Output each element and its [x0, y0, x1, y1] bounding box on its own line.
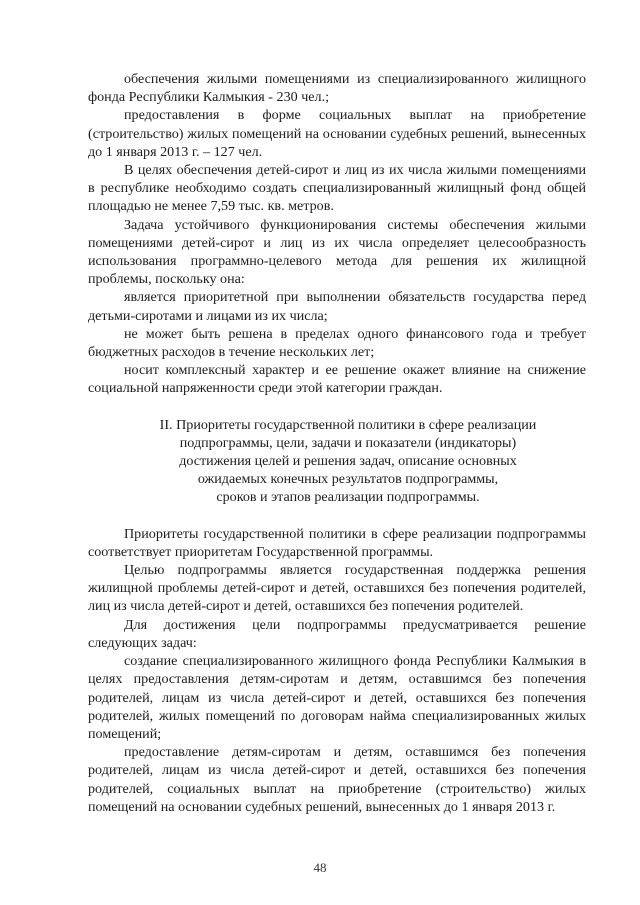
- paragraph-priorities: Приоритеты государственной политики в сфере реализации подпрограммы соответствует приоритетам Государственной программы.: [88, 525, 586, 560]
- page-number: 48: [313, 860, 327, 875]
- paragraph-goal: Целью подпрограммы является государственная поддержка решения жилищной проблемы детей-сирот и детей, оставшихся без попечения родителей, лиц из числа детей-сирот и детей, оставшихся без попечения родителей.: [88, 562, 586, 615]
- document-page: [88, 70, 586, 816]
- section-heading-line: подпрограммы, цели, задачи и показатели (индикаторы): [179, 434, 517, 451]
- section-heading-line: ожидаемых конечных результатов подпрограммы,: [197, 471, 499, 488]
- paragraph-complex-item: носит комплексный характер и ее решение окажет влияние на снижение социальной напряженности среди этой категории граждан.: [88, 362, 586, 397]
- paragraph-program-method: Задача устойчивого функционирования системы обеспечения жилыми помещениями детей-сирот и лиц из их числа определяет целесообразность использования программно-целевого метода для решения их жилищной проблемы, поскольку она:: [88, 216, 586, 288]
- paragraph-multi-year-item: не может быть решена в пределах одного финансового года и требует бюджетных расходов в течение нескольких лет;: [88, 325, 586, 361]
- paragraph-housing-fund-area: В целях обеспечения детей-сирот и лиц из их числа жилыми помещениями в республике необходимо создать специализированный жилищный фонд общей площадью не менее 7,59 тыс. кв. метров.: [88, 162, 586, 215]
- paragraph-social-payments: предоставления в форме социальных выплат на приобретение (строительство) жилых помещений на основании судебных решений, вынесенных до 1 января 2013 г. – 127 чел.: [88, 107, 586, 160]
- paragraph-tasks-intro: Для достижения цели подпрограммы предусматривается решение следующих задач:: [88, 616, 586, 651]
- paragraph-priority-item: является приоритетной при выполнении обязательств государства перед детьми-сиротами и лицами из их числа;: [88, 289, 586, 324]
- section-heading-line: достижения целей и решения задач, описание основных: [179, 453, 517, 470]
- paragraph-housing-provision: обеспечения жилыми помещениями из специализированного жилищного фонда Республики Калмыкия - 230 чел.;: [88, 71, 586, 106]
- section-heading-line: сроков и этапов реализации подпрограммы.: [216, 489, 480, 506]
- paragraph-task-social-payments: предоставление детям-сиротам и детям, оставшимся без попечения родителей, лицам из числа детей-сирот и детей, оставшихся без попечения родителей, социальных выплат на приобретение (строительство) жилых помещений на основании судебных решений, вынесенных до 1 января 2013 г.: [88, 744, 586, 815]
- section-heading: [88, 416, 586, 507]
- paragraph-task-housing-fund: создание специализированного жилищного фонда Республики Калмыкия в целях предоставления детям-сиротам и детям, оставшимся без попечения родителей, лицам из числа детей-сирот и детей, оставшихся без попечения родителей, жилых помещений по договорам найма специализированных жилых помещений;: [88, 653, 586, 742]
- section-heading-line: II. Приоритеты государственной политики в сфере реализации: [159, 416, 537, 433]
